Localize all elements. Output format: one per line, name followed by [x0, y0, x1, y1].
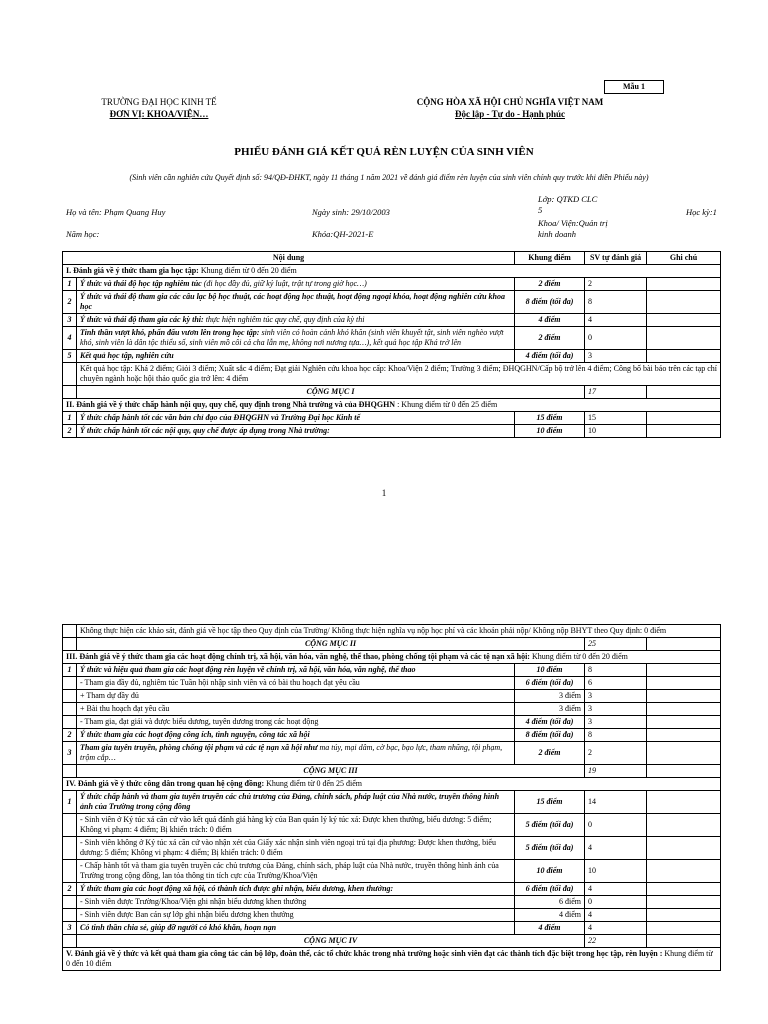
evaluation-table-page-2: [62, 624, 721, 971]
note-cell: [647, 425, 721, 438]
table-row: [63, 703, 721, 716]
section-heading: [63, 948, 721, 971]
item-number: [63, 677, 77, 690]
item-detail: Khung điểm từ 0 đến 10 điểm: [66, 949, 713, 968]
table-row: [63, 791, 721, 814]
item-content: [77, 883, 515, 896]
section-total-label: CỘNG MỤC III: [77, 765, 585, 778]
national-header: [380, 96, 640, 120]
item-content: [77, 412, 515, 425]
frame-score: 10 điểm: [515, 860, 585, 883]
instruction-note: (Sinh viên cần nghiên cứu Quyết định số: 94/QĐ-ĐHKT, ngày 11 tháng 1 năm 2021 về đánh giá điểm rèn luyện của sinh viên chính quy trước khi điền Phiếu này): [129, 173, 649, 182]
frame-score: 8 điểm (tối đa): [515, 729, 585, 742]
table-row: [63, 922, 721, 935]
sub-item-content: - Sinh viên ở Ký túc xá căn cứ vào kết quả đánh giá hàng kỳ của Ban quản lý ký túc xá: Được khen thưởng, biểu dương: 5 điểm; Không vi phạm: 4 điểm; Bị khiển trách: 0 điểm: [77, 814, 515, 837]
table-row: [63, 837, 721, 860]
university-header: [74, 96, 244, 120]
table-row: [63, 278, 721, 291]
note-cell: [647, 716, 721, 729]
item-title: Ý thức và thái độ tham gia các kỳ thi:: [80, 315, 204, 324]
student-name: Họ và tên: Phạm Quang Huy: [66, 207, 166, 217]
note-cell: [647, 278, 721, 291]
sub-item-content: - Sinh viên được Trường/Khoa/Viện ghi nhận biểu dương khen thưởng: [77, 896, 515, 909]
item-content: [77, 742, 515, 765]
table-row: [63, 742, 721, 765]
table-row: [63, 412, 721, 425]
sub-item-content: - Sinh viên không ở Ký túc xá căn cứ vào nhận xét của Giấy xác nhận sinh viên ngoại trú tại địa phương: Được khen thưởng, biểu dương: 5 điểm; Không vi phạm: 4 điểm; Bị khiển trách: 0 điểm: [77, 837, 515, 860]
self-score: 3: [585, 716, 647, 729]
item-number: [63, 909, 77, 922]
document-title: PHIẾU ĐÁNH GIÁ KẾT QUẢ RÈN LUYỆN CỦA SINH VIÊN: [234, 146, 534, 158]
frame-score: 15 điểm: [515, 412, 585, 425]
section-heading: [63, 399, 721, 412]
scoring-rule: Không thực hiện các khảo sát, đánh giá về học tập theo Quy định của Trường/ Không thực hiện nghĩa vụ nộp học phí và các khoản phải nộp/ Không nộp BHYT theo Quy định: 0 điểm: [77, 625, 721, 638]
note-cell: [647, 638, 721, 651]
self-score: 4: [585, 314, 647, 327]
item-number: 1: [63, 791, 77, 814]
item-content: [77, 278, 515, 291]
section-heading: [63, 651, 721, 664]
form-number-box: Mẫu 1: [604, 80, 664, 94]
item-number: [63, 860, 77, 883]
header-self-score: SV tự đánh giá: [585, 252, 647, 265]
item-content: [77, 425, 515, 438]
item-number: [63, 386, 77, 399]
item-title: Ý thức chấp hành và tham gia tuyên truyền các chủ trương của Đảng, chính sách, pháp luật của Nhà nước, truyền thông hình ảnh của Trường trong cộng đồng: [80, 792, 500, 811]
sub-item-content: - Tham gia, đạt giải và được biểu dương, tuyên dương trong các hoạt động: [77, 716, 515, 729]
item-content: [77, 922, 515, 935]
table-row: [63, 399, 721, 412]
item-title: Ý thức và thái độ tham gia các câu lạc bộ học thuật, các hoạt động học thuật, hoạt động ngoại khóa, hoạt động nghiên cứu khoa học: [80, 292, 505, 311]
note-cell: [647, 412, 721, 425]
item-title: Ý thức và thái độ học tập nghiêm túc: [80, 279, 202, 288]
frame-score: 5 điểm (tối đa): [515, 814, 585, 837]
note-cell: [647, 814, 721, 837]
table-row: [63, 883, 721, 896]
note-cell: [647, 922, 721, 935]
item-number: 3: [63, 742, 77, 765]
self-score: 6: [585, 677, 647, 690]
frame-score: 4 điểm (tối đa): [515, 716, 585, 729]
table-row: [63, 265, 721, 278]
item-title: IV. Đánh giá về ý thức công dân trong quan hệ cộng đồng:: [66, 779, 265, 788]
item-number: [63, 837, 77, 860]
table-row: [63, 291, 721, 314]
note-cell: [647, 860, 721, 883]
section-total-score: 17: [585, 386, 647, 399]
student-cohort: Khóa:QH-2021-E: [312, 229, 374, 239]
table-row: [63, 765, 721, 778]
item-title: V. Đánh giá về ý thức và kết quả tham gia công tác cán bộ lớp, đoàn thể, các tổ chức khác trong nhà trường hoặc sinh viên đạt các thành tích đặc biệt trong học tập, rèn luyện :: [66, 949, 663, 958]
item-number: 4: [63, 327, 77, 350]
table-row: [63, 690, 721, 703]
student-faculty: Khoa/ Viện:Quản trị kinh doanh: [538, 218, 608, 239]
note-cell: [647, 791, 721, 814]
table-row: [63, 814, 721, 837]
self-score: 4: [585, 883, 647, 896]
note-cell: [647, 386, 721, 399]
frame-score: 2 điểm: [515, 327, 585, 350]
frame-score: 2 điểm: [515, 278, 585, 291]
section-total-label: CỘNG MỤC I: [77, 386, 585, 399]
note-cell: [647, 909, 721, 922]
self-score: 0: [585, 814, 647, 837]
sub-item-content: - Chấp hành tốt và tham gia tuyên truyền các chủ trương của Đảng, chính sách, pháp luật của Nhà nước, truyền thông hình ảnh của Trường trong cộng đồng, lan tỏa thông tin tích cực của Trường/Khoa/Viện: [77, 860, 515, 883]
item-title: Kết quả học tập, nghiên cứu: [80, 351, 174, 360]
frame-score: 4 điểm: [515, 909, 585, 922]
table-row: [63, 935, 721, 948]
item-detail: sinh viên có hoàn cảnh khó khăn (sinh viên khuyết tật, sinh viên nghèo vượt khó, sinh viên là dân tộc thiểu số, sinh viên mồ côi cả cha lẫn mẹ, không nơi nương tựa…), kết quả học tập Khá trở lên: [80, 328, 504, 347]
item-number: [63, 716, 77, 729]
note-cell: [647, 729, 721, 742]
table-row: [63, 860, 721, 883]
item-number: [63, 703, 77, 716]
page-1: [0, 0, 768, 500]
self-score: 2: [585, 278, 647, 291]
item-number: [63, 690, 77, 703]
item-number: [63, 638, 77, 651]
item-number: 1: [63, 412, 77, 425]
note-cell: [647, 703, 721, 716]
item-number: 2: [63, 883, 77, 896]
frame-score: 8 điểm (tối đa): [515, 291, 585, 314]
self-score: 0: [585, 327, 647, 350]
page-2: [0, 620, 768, 1024]
item-title: Tinh thần vượt khó, phấn đấu vươn lên trong học tập:: [80, 328, 260, 337]
self-score: 8: [585, 729, 647, 742]
self-score: 3: [585, 350, 647, 363]
self-score: 14: [585, 791, 647, 814]
item-detail: Khung điểm từ 0 đến 20 điểm: [198, 266, 297, 275]
note-cell: [647, 935, 721, 948]
item-content: [77, 350, 515, 363]
table-row: [63, 386, 721, 399]
table-row: [63, 638, 721, 651]
note-cell: [647, 837, 721, 860]
item-number: 1: [63, 278, 77, 291]
item-title: Tham gia tuyên truyền, phòng chống tội phạm và các tệ nạn xã hội như: [80, 743, 318, 752]
item-number: 2: [63, 425, 77, 438]
frame-score: 10 điểm: [515, 664, 585, 677]
item-title: Ý thức chấp hành tốt các nội quy, quy chế được áp dụng trong Nhà trường:: [80, 426, 330, 435]
item-number: 3: [63, 314, 77, 327]
section-total-score: 19: [585, 765, 647, 778]
frame-score: 5 điểm (tối đa): [515, 837, 585, 860]
frame-score: 15 điểm: [515, 791, 585, 814]
frame-score: 6 điểm (tối đa): [515, 883, 585, 896]
sub-item-content: - Tham gia đầy đủ, nghiêm túc Tuần hội nhập sinh viên và có bài thu hoạch đạt yêu cầu: [77, 677, 515, 690]
section-total-score: 25: [585, 638, 647, 651]
item-title: Có tinh thần chia sẻ, giúp đỡ người có khó khăn, hoạn nạn: [80, 923, 277, 932]
item-number: [63, 814, 77, 837]
table-row: [63, 363, 721, 386]
sub-item-content: - Sinh viên được Ban cán sự lớp ghi nhận biểu dương khen thưởng: [77, 909, 515, 922]
note-cell: [647, 883, 721, 896]
note-cell: [647, 350, 721, 363]
item-title: Ý thức tham gia các hoạt động xã hội, có thành tích được ghi nhận, biểu dương, khen thưởng:: [80, 884, 394, 893]
item-content: [77, 291, 515, 314]
frame-score: 3 điểm: [515, 690, 585, 703]
item-title: I. Đánh giá về ý thức tham gia học tập:: [66, 266, 199, 275]
self-score: 0: [585, 896, 647, 909]
table-row: [63, 664, 721, 677]
table-row: [63, 948, 721, 971]
header-frame: Khung điểm: [515, 252, 585, 265]
section-heading: [63, 778, 721, 791]
item-number: [63, 625, 77, 638]
item-number: [63, 363, 77, 386]
section-total-label: CỘNG MỤC II: [77, 638, 585, 651]
item-content: [77, 327, 515, 350]
unit-name: ĐƠN VỊ: KHOA/VIỆN…: [109, 109, 209, 119]
page-number: 1: [381, 488, 387, 498]
section-heading: [63, 265, 721, 278]
item-detail: : Khung điểm từ 0 đến 25 điểm: [395, 400, 498, 409]
item-title: III. Đánh giá về ý thức tham gia các hoạt động chính trị, xã hội, văn hóa, văn nghệ, thể thao, phòng chống tội phạm và các tệ nạn xã hội:: [66, 652, 530, 661]
item-title: Ý thức và hiệu quả tham gia các hoạt động rèn luyện về chính trị, xã hội, văn hóa, văn nghệ, thể thao: [80, 665, 416, 674]
student-semester: Học kỳ:1: [686, 207, 717, 217]
item-title: Ý thức tham gia các hoạt động công ích, tình nguyện, công tác xã hội: [80, 730, 310, 739]
self-score: 3: [585, 690, 647, 703]
note-cell: [647, 742, 721, 765]
frame-score: 2 điểm: [515, 742, 585, 765]
table-row: [63, 425, 721, 438]
frame-score: 6 điểm: [515, 896, 585, 909]
self-score: 4: [585, 837, 647, 860]
section-total-label: CỘNG MỤC IV: [77, 935, 585, 948]
item-content: [77, 791, 515, 814]
item-detail: (đi học đầy đủ, giữ kỷ luật, trật tự trong giờ học…): [201, 279, 367, 288]
item-content: [77, 314, 515, 327]
note-cell: [647, 327, 721, 350]
republic-name: CỘNG HÒA XÃ HỘI CHỦ NGHĨA VIỆT NAM: [416, 97, 604, 107]
table-row: [63, 716, 721, 729]
table-row: [63, 909, 721, 922]
self-score: 10: [585, 425, 647, 438]
item-title: II. Đánh giá về ý thức chấp hành nội quy, quy chế, quy định trong Nhà trường và của ĐHQGHN: [66, 400, 396, 409]
school-year: Năm học:: [66, 229, 100, 239]
item-content: [77, 664, 515, 677]
self-score: 4: [585, 909, 647, 922]
item-content: [77, 729, 515, 742]
frame-score: 4 điểm: [515, 314, 585, 327]
self-score: 3: [585, 703, 647, 716]
note-cell: [647, 690, 721, 703]
table-row: [63, 729, 721, 742]
table-row: [63, 778, 721, 791]
self-score: 4: [585, 922, 647, 935]
table-row: [63, 350, 721, 363]
item-number: 5: [63, 350, 77, 363]
item-detail: Khung điểm từ 0 đến 20 điểm: [529, 652, 628, 661]
item-number: 3: [63, 922, 77, 935]
table-row: [63, 896, 721, 909]
item-number: 1: [63, 664, 77, 677]
self-score: 8: [585, 291, 647, 314]
table-row: [63, 314, 721, 327]
item-number: [63, 765, 77, 778]
self-score: 10: [585, 860, 647, 883]
item-number: [63, 935, 77, 948]
header-note: Ghi chú: [647, 252, 721, 265]
table-row: [63, 327, 721, 350]
note-cell: [647, 291, 721, 314]
frame-score: 4 điểm (tối đa): [515, 350, 585, 363]
table-row: [63, 625, 721, 638]
self-score: 8: [585, 664, 647, 677]
item-detail: ma túy, mại dâm, cờ bạc, bạo lực, tham nhũng, tội phạm, trộm cắp…: [80, 743, 503, 762]
item-detail: Khung điểm từ 0 đến 25 điểm: [264, 779, 362, 788]
sub-item-content: + Bài thu hoạch đạt yêu cầu: [77, 703, 515, 716]
national-motto: Độc lập - Tự do - Hạnh phúc: [454, 109, 565, 119]
section-total-score: 22: [585, 935, 647, 948]
note-cell: [647, 314, 721, 327]
item-number: 2: [63, 291, 77, 314]
self-score: 15: [585, 412, 647, 425]
item-detail: thực hiện nghiêm túc quy chế, quy định của kỳ thi: [203, 315, 365, 324]
note-cell: [647, 896, 721, 909]
item-number: 2: [63, 729, 77, 742]
table-row: [63, 677, 721, 690]
frame-score: 4 điểm: [515, 922, 585, 935]
frame-score: 6 điểm (tối đa): [515, 677, 585, 690]
item-number: [63, 896, 77, 909]
note-cell: [647, 677, 721, 690]
student-dob: Ngày sinh: 29/10/2003: [312, 207, 390, 217]
table-row: [63, 651, 721, 664]
frame-score: 3 điểm: [515, 703, 585, 716]
sub-item-content: + Tham dự đầy đủ: [77, 690, 515, 703]
note-cell: [647, 765, 721, 778]
item-title: Ý thức chấp hành tốt các văn bản chỉ đạo của ĐHQGHN và Trường Đại học Kinh tế: [80, 413, 361, 422]
student-class: Lớp: QTKD CLC 5: [538, 194, 598, 215]
evaluation-table-page-1: [62, 251, 721, 438]
university-name: TRƯỜNG ĐẠI HỌC KINH TẾ: [101, 97, 217, 107]
scoring-rule: Kết quả học tập: Khá 2 điểm; Giỏi 3 điểm; Xuất sắc 4 điểm; Đạt giải Nghiên cứu khoa học cấp: Khoa/Viện 2 điểm; Trường 3 điểm; ĐHQGHN/Cấp bộ trở lên 4 điểm; Công bố bài báo trên các tạp chí chuyên ngành hoặc hội thảo quốc gia trở lên: 4 điểm: [77, 363, 721, 386]
frame-score: 10 điểm: [515, 425, 585, 438]
note-cell: [647, 664, 721, 677]
header-content: Nội dung: [63, 252, 515, 265]
self-score: 2: [585, 742, 647, 765]
